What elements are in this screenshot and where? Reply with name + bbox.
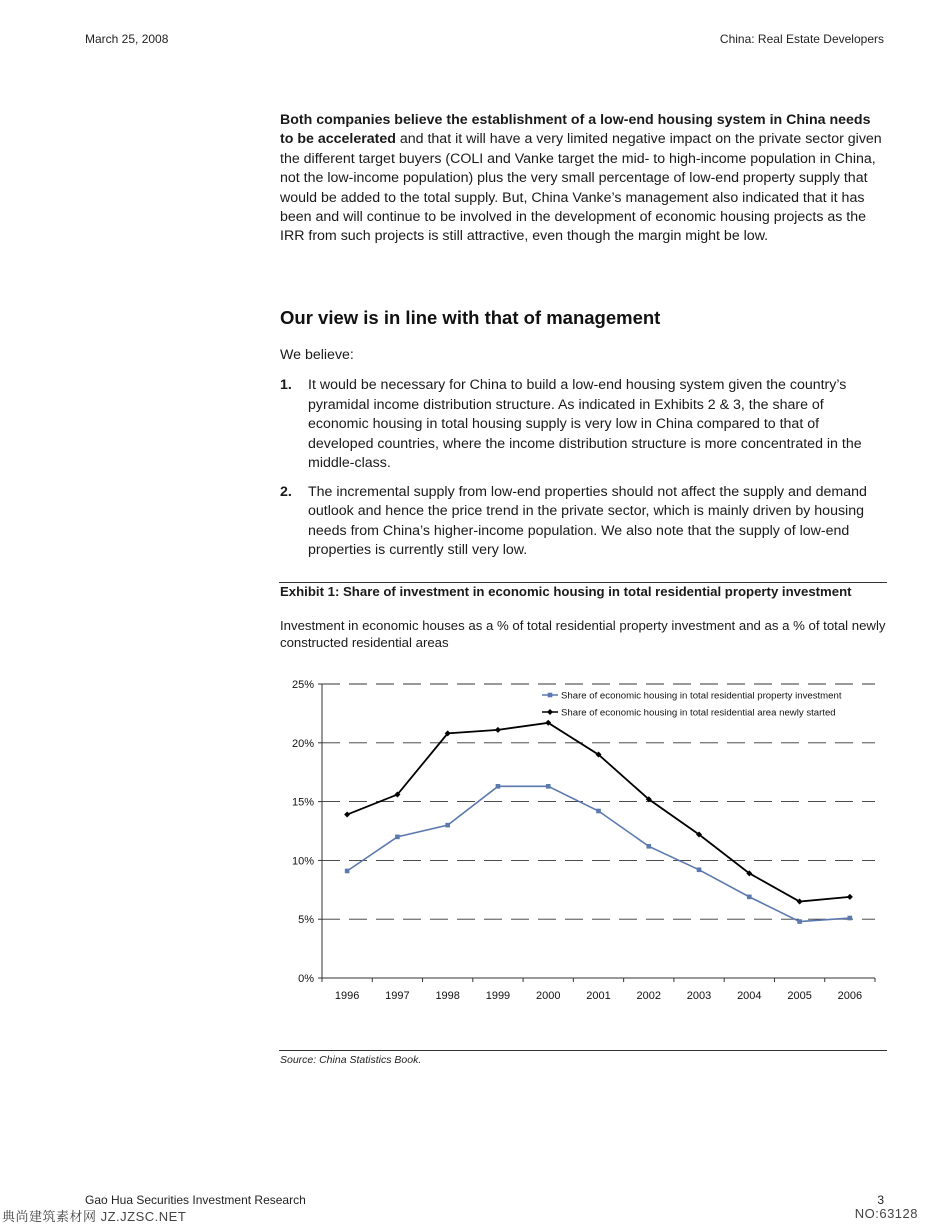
y-tick-label: 5% — [298, 914, 314, 927]
x-tick-label: 1998 — [435, 990, 460, 1002]
legend-label: Share of economic housing in total residential property investment — [561, 690, 842, 702]
intro-body: and that it will have a very limited negative impact on the private sector given the different target buyers (COLI and Vanke target the mid- to high-income population in China, not the low-income population) plus the very small percentage of low-end property supply that would be added to the total supply. But, China Vanke’s management also indicated that it has been and will continue to be involved in the development of economic housing projects as the IRR from such projects is still attractive, even though the margin might be low. — [280, 131, 882, 245]
intro-paragraph — [280, 111, 886, 247]
exhibit-top-rule — [279, 582, 887, 583]
data-point — [747, 895, 752, 900]
data-point — [546, 784, 551, 789]
x-tick-label: 2006 — [837, 990, 863, 1002]
section-heading: Our view is in line with that of management — [280, 307, 661, 328]
exhibit-subtitle: Investment in economic houses as a % of total residential property investment and as a % of total newly constructed residential areas — [280, 618, 886, 650]
data-point — [495, 727, 501, 733]
x-tick-label: 2000 — [535, 990, 561, 1002]
legend-swatch-marker — [547, 709, 553, 715]
page-number: 3 — [877, 1193, 884, 1207]
data-point — [344, 812, 350, 818]
intro-bold-lead: Both companies believe the establishment of a low-end housing system in China needs to be accelerated — [280, 112, 871, 148]
series-line — [347, 786, 850, 921]
list-item — [280, 483, 886, 561]
we-believe-label: We believe: — [280, 347, 354, 363]
legend-swatch-marker — [548, 693, 553, 698]
list-item-number: 1. — [280, 377, 292, 393]
y-tick-label: 15% — [291, 796, 314, 809]
data-point — [848, 916, 853, 921]
y-tick-label: 10% — [291, 855, 314, 868]
watermark-site: 典尚建筑素材网 JZ.JZSC.NET — [2, 1209, 187, 1224]
exhibit-bottom-rule — [279, 1050, 887, 1051]
header-section: China: Real Estate Developers — [719, 32, 884, 46]
data-point — [395, 835, 400, 840]
list-item-text: It would be necessary for China to build a low-end housing system given the country’s pyramidal income distribution structure. As indicated in Exhibits 2 & 3, the share of economic housing in total housing supply is very low in China compared to that of developed countries, where the income distribution structure is more concentrated in the middle-class. — [308, 377, 862, 471]
exhibit-source: Source: China Statistics Book. — [280, 1054, 422, 1066]
y-tick-label: 20% — [291, 737, 314, 750]
x-tick-label: 2005 — [787, 990, 812, 1002]
data-point — [847, 894, 853, 900]
x-tick-label: 2002 — [636, 990, 662, 1002]
x-tick-label: 2003 — [686, 990, 712, 1002]
list-item — [280, 376, 886, 474]
exhibit-title: Exhibit 1: Share of investment in economic housing in total residential property investment — [280, 584, 852, 599]
x-tick-label: 1997 — [385, 990, 410, 1002]
data-point — [496, 784, 501, 789]
data-point — [646, 844, 651, 849]
list-item-text: The incremental supply from low-end properties should not affect the supply and demand outlook and hence the price trend in the private sector, which is mainly driven by housing needs from China’s higher-income population. We also note that the supply of low-end properties is currently still very low. — [308, 483, 867, 558]
belief-list — [280, 376, 886, 570]
exhibit-line-chart — [280, 668, 886, 1013]
y-tick-label: 25% — [291, 679, 314, 691]
data-point — [345, 869, 350, 874]
legend-label: Share of economic housing in total residential area newly started — [561, 707, 836, 719]
data-point — [797, 919, 802, 924]
list-item-number: 2. — [280, 483, 292, 500]
x-tick-label: 1999 — [485, 990, 511, 1002]
x-tick-label: 1996 — [334, 990, 360, 1002]
x-tick-label: 2004 — [737, 990, 762, 1002]
footer-firm: Gao Hua Securities Investment Research — [85, 1193, 306, 1207]
data-point — [596, 809, 601, 814]
x-tick-label: 2001 — [586, 990, 611, 1002]
y-tick-label: 0% — [298, 973, 314, 985]
data-point — [697, 868, 702, 873]
data-point — [445, 823, 450, 828]
header-date: March 25, 2008 — [85, 32, 169, 46]
watermark-id: NO:63128 — [854, 1206, 918, 1221]
